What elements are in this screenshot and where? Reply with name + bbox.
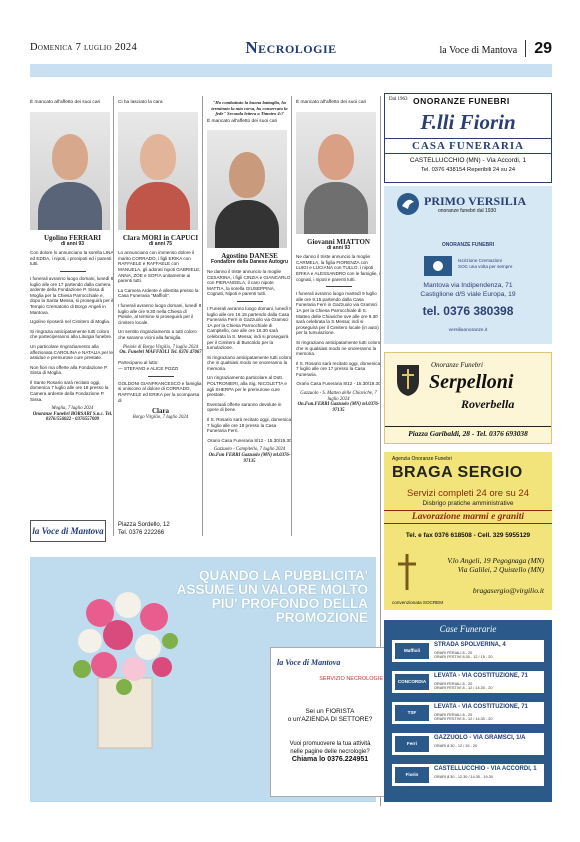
ad-heading: Onoranze Funebri bbox=[431, 361, 483, 369]
column-divider bbox=[291, 96, 292, 536]
obit-text: Partecipano al lutto: bbox=[118, 359, 159, 365]
ad-address-line: V.lo Angeli, 19 Pegognaga (MN) bbox=[447, 556, 544, 565]
obit-text: — STEFANO e ALICE POZZI bbox=[118, 366, 179, 372]
page-header bbox=[30, 38, 552, 60]
obituary-miatton bbox=[296, 100, 381, 413]
promo-card-service: SERVIZIO NECROLOGIE bbox=[319, 676, 383, 682]
promo-banner[interactable] bbox=[30, 557, 383, 802]
funeral-home-logo: Ferri bbox=[395, 736, 429, 752]
ad-phone: tel. 0376 380398 bbox=[422, 304, 514, 318]
obit-place: Gazzuolo - Campitello, 7 luglio 2024 bbox=[213, 447, 286, 453]
ad-primo-versilia[interactable] bbox=[384, 186, 552, 344]
obit-place: Pieiole di Borgo Virgilio, 7 luglio 2024 bbox=[122, 344, 199, 350]
funeral-home-hours bbox=[434, 713, 492, 722]
column-divider bbox=[202, 96, 203, 536]
funeral-home-street: LEVATA - VIA COSTITUZIONE, 71 bbox=[434, 673, 528, 679]
ad-url[interactable]: versiliaonoranze.it bbox=[448, 328, 488, 333]
obit-name: Agostino DANESE bbox=[221, 252, 278, 261]
funeral-home-logo: Fiorin bbox=[395, 767, 429, 783]
ad-phone: Tel. e fax 0376 618508 - Cell. 329 5955129 bbox=[405, 532, 531, 539]
obit-intro: È mancato all'affetto dei suoi cari bbox=[207, 118, 278, 124]
obit-photo bbox=[30, 112, 110, 230]
hours-line: ORARI FESTIVI 8 - 12 / 14.30 - 20 bbox=[434, 686, 493, 691]
ad-address: Piazza Garibaldi, 28 - Tel. 0376 693038 bbox=[385, 426, 551, 438]
ad-heading: Agenzia Onoranze Funebri bbox=[392, 456, 452, 462]
phone-line: Tel. 0376 222266 bbox=[118, 530, 165, 536]
funeral-home-logo: Maffioli bbox=[395, 643, 429, 659]
hours-line: ORARI FERIALI 8 - 20 bbox=[434, 651, 473, 655]
obit-name: Giovanni MIATTON bbox=[307, 237, 370, 246]
obit-name: Clara bbox=[151, 407, 170, 416]
promo-card-logo: la Voce di Mantova bbox=[277, 658, 341, 667]
funeral-home-hours bbox=[434, 682, 492, 691]
obit-quote: "Ho combattuto la buona battaglia, ho terminato la mia corsa, ho conservato la fede" Seconda lettera a Timoteo 4:7 bbox=[211, 100, 288, 117]
obit-intro: Ci ha lasciato la cara bbox=[118, 100, 163, 105]
list-item[interactable] bbox=[392, 640, 544, 662]
hours-line: ORARI 8.30 - 12 / 15 - 20 bbox=[434, 744, 478, 748]
obit-text: Eventuali offerte saranno devolute in opere di bene. bbox=[207, 401, 282, 413]
obituary-mori bbox=[118, 100, 203, 421]
dove-icon bbox=[396, 192, 420, 216]
ad-address: CASTELLUCCHIO (MN) - Via Accordi, 1 bbox=[409, 157, 527, 164]
funeral-home-logo: TSF bbox=[395, 705, 429, 721]
promo-title: QUANDO LA PUBBLICITA' ASSUME UN VALORE MOLTO PIU' PROFONDO DELLA PROMOZIONE bbox=[176, 568, 368, 625]
flower-bouquet-image bbox=[70, 583, 180, 753]
promo-p1: Vuoi promuovere la tua attività bbox=[289, 741, 371, 747]
ad-info-line: SOC una volta per sempre bbox=[458, 263, 513, 269]
office-address bbox=[118, 521, 170, 537]
ad-town: Roverbella bbox=[461, 397, 515, 411]
hours-line: ORARI FESTIVI 8.30 - 12 / 15 - 20 bbox=[434, 655, 493, 660]
ad-address-line: Castiglione d/S viale Europa, 19 bbox=[420, 291, 516, 298]
funeral-home-street: LEVATA - VIA COSTITUZIONE, 71 bbox=[434, 704, 528, 710]
obit-photo bbox=[207, 130, 287, 248]
ad-address-line: Via Galilei, 2 Quistello (MN) bbox=[457, 565, 544, 574]
obit-text: Con dolore lo annunciano la sorella LINA ed EDDA, i nipoti, i pronipoti ed i parenti tutti. bbox=[30, 250, 114, 267]
list-item[interactable] bbox=[392, 733, 544, 755]
column-divider bbox=[113, 96, 114, 536]
obit-age: Fondatore della Danese Autogru bbox=[210, 259, 289, 266]
obit-text: Si ringrazia anticipatamente tutti coloro che parteciperanno alla Liturgia funebre. bbox=[30, 328, 113, 340]
ad-name: BRAGA SERGIO bbox=[392, 464, 523, 481]
hours-line: ORARI 8.30 - 12.30 / 14.30 - 19.30 bbox=[434, 775, 493, 779]
promo-card bbox=[270, 647, 390, 797]
cross-icon bbox=[394, 552, 420, 592]
ad-heading: ONORANZE FUNEBRI bbox=[441, 242, 495, 248]
obit-text: I funerali avranno luogo domani, lunedì 8 luglio alle ore 9.30 nella Chiesa di Pieiole, al termine si proseguirà per il cimitero locale. bbox=[118, 302, 202, 325]
address-line: Piazza Sordello, 12 bbox=[118, 522, 170, 528]
obit-photo bbox=[118, 112, 198, 230]
crest-icon bbox=[395, 363, 421, 397]
ad-heading: Case Funerarie bbox=[439, 624, 497, 634]
obit-age: di anni 75 bbox=[148, 240, 173, 247]
promo-card-question bbox=[271, 708, 389, 724]
obit-text: Orario Casa Funeraria 8/12 - 15.30/19.30 bbox=[207, 437, 292, 443]
obit-place: Borgo Virgilio, 7 luglio 2024 bbox=[132, 415, 189, 421]
ad-service: Servizi completi 24 ore su 24 bbox=[407, 488, 529, 499]
obit-text: I Funerali avranno luogo domani, lunedì 8 luglio alle ore 16.15 partendo dalla Casa Funeraria Ferri in Gazzuolo via Gramsci 1A per la Chiesa Parrocchiale di Campitello, ove alle ore 16.30 sarà celebrata la S. Messa; indi si proseguirà per il Cimitero di Buscoldo per la tumulazione. bbox=[207, 305, 292, 351]
obit-text: Orario Casa Funeraria 8/12 - 15.30/19.30 bbox=[296, 381, 381, 387]
obit-photo bbox=[296, 112, 376, 234]
obit-text: GOLDONI GIANFRANCESCO e famiglia si uniscono al dolore di CORRADO, RAFFAELE ed ERIKA per la scomparsa di bbox=[118, 380, 202, 403]
obit-place: Moglia, 7 luglio 2024 bbox=[51, 406, 94, 412]
funeral-home-street: GAZZUOLO - VIA GRAMSCI, 1/A bbox=[434, 735, 526, 741]
obit-place: Gazzuolo - S. Matteo delle Chiaviche, 7 luglio 2024 bbox=[300, 391, 377, 402]
list-item[interactable] bbox=[392, 702, 544, 724]
obit-name: Clara MORI in CAPUCI bbox=[122, 233, 199, 242]
paper-name: la Voce di Mantova bbox=[439, 45, 518, 56]
page-number: 29 bbox=[525, 40, 552, 57]
ad-info bbox=[458, 258, 512, 269]
obit-text: Ne danno il triste annuncio la moglie CARMELA, la figlia FIORENZA con LUIGI e LUCIANA con TULLO, i nipoti ERIKA e ALESSANDRO con le famiglie, i cognati, i nipoti e parenti tutti. bbox=[296, 254, 380, 282]
obit-text: Un sentito ringraziamento a tutti coloro che saranno vicini alla famiglia. bbox=[118, 329, 197, 340]
funeral-home-logo: CONCORDIA bbox=[395, 674, 429, 690]
header-right bbox=[440, 40, 552, 58]
hours-line: ORARI FERIALI 8 - 20 bbox=[434, 682, 473, 686]
obit-text: Non fiori ma offerte alla Fondazione P. Sissa di Moglia. bbox=[30, 364, 108, 376]
obit-text: Il S. Rosario sarà recitato oggi, domenica 7 luglio alle ore 18 presso la Casa Funeraria Ferri. bbox=[207, 417, 292, 434]
obit-text: Ugolino riposerà nel Cimitero di Moglia. bbox=[30, 319, 111, 325]
obit-intro: È mancato all'affetto dei suoi cari bbox=[30, 100, 101, 105]
obituary-ferrari bbox=[30, 100, 115, 423]
obit-text: Ne danno il triste annuncio la moglie CESARINA, i figli CINZIA e GIANCARLO con PIERANGELA, il caro nipote MATTIA, la sorella GIUSEPPINA, Cognati, Nipoti e parenti tutti. bbox=[207, 268, 291, 297]
obit-text: Un ringraziamento particolare al Dott. POLTRONIERI, alla Sig. NICOLETTA e agli SHERPA per le premurose cure prestate. bbox=[207, 375, 287, 398]
obit-intro: È mancato all'affetto dei suoi cari bbox=[296, 100, 367, 105]
obituary-danese bbox=[207, 100, 292, 464]
promo-q1: Sei un FIORISTA bbox=[305, 708, 355, 715]
socrem-logo-icon bbox=[424, 256, 452, 276]
funeral-home-street: CASTELLUCCHIO - VIA ACCORDI, 1 bbox=[434, 766, 537, 772]
ad-fiorin[interactable] bbox=[384, 93, 552, 183]
ad-name: Serpelloni bbox=[429, 371, 514, 393]
obit-agency: On.Fun.FERRI Gazzuolo (MN) tel.0376-97135 bbox=[297, 402, 380, 413]
hours-line: ORARI FERIALI 8 - 20 bbox=[434, 713, 473, 717]
funeral-home-hours bbox=[434, 744, 477, 748]
obit-name: Ugolino FERRARI bbox=[44, 233, 101, 242]
ad-subtitle: CASA FUNERARIA bbox=[385, 138, 551, 154]
ad-name: PRIMO VERSILIA bbox=[424, 194, 527, 208]
promo-q2: o un'AZIENDA DI SETTORE? bbox=[287, 716, 373, 723]
ad-info-line: Iscrizione Cremazioni bbox=[458, 258, 502, 263]
ad-email[interactable]: bragasergio@virgilio.it bbox=[472, 586, 544, 595]
ad-address bbox=[447, 556, 544, 574]
obit-text: Si ringraziano anticipatamente tutti coloro che in qualsiasi modo ne onoreranno la memoria. bbox=[296, 339, 381, 357]
obit-text: I funerali avranno luogo domani, lunedì 8 luglio alle ore 17 partendo dalla camera ardente della Fondazione P. Sissa di Moglia per la Chiesa Parrocchiale e, dopo la Santa Messa, si proseguirà per il Tempio Crematorio di Borgo Angeli in Mantova. bbox=[30, 275, 114, 315]
obit-agency: Onoranze Funebri BORSARI S.n.c. Tel. 0376/556022 - 0376557009 bbox=[32, 411, 113, 423]
ad-serpelloni[interactable] bbox=[384, 352, 552, 444]
ad-address-line: Mantova via Indipendenza, 71 bbox=[423, 282, 513, 289]
obit-text: Si ringraziano anticipatamente tutti coloro che in qualsiasi modo ne onoreranno la memoria. bbox=[207, 354, 292, 371]
funeral-home-street: STRADA SPOLVERINA, 4 bbox=[434, 642, 506, 648]
ad-address bbox=[384, 281, 552, 299]
obit-text: La Camera Ardente è allestita presso la Casa Funeraria "Maffioli". bbox=[118, 287, 199, 299]
obit-age: di anni 93 bbox=[60, 240, 85, 247]
ad-note: convenzionata SOCREM bbox=[392, 600, 444, 605]
ad-case-funerarie bbox=[384, 620, 552, 802]
ad-subtitle: onoranze funebri dal 1930 bbox=[438, 208, 497, 214]
ad-service: Disbrigo pratiche amministrative bbox=[422, 500, 514, 507]
funeral-home-hours bbox=[434, 775, 493, 779]
header-band bbox=[30, 64, 552, 77]
obit-age: di anni 93 bbox=[326, 244, 351, 251]
obit-agency: On.Fun FERRI Gazzuolo (MN) tel.0376-97135 bbox=[208, 453, 291, 464]
ad-phone: Tel. 0376 438154 Reperibili 24 su 24 bbox=[420, 167, 516, 173]
section-title: Necrologie bbox=[245, 38, 337, 57]
ad-heading: ONORANZE FUNEBRI bbox=[413, 96, 510, 106]
promo-phone: Chiama lo 0376.224951 bbox=[291, 756, 369, 763]
obit-text: Il Santo Rosario sarà recitato oggi, domenica 7 luglio alle ore 18 presso la Camera ardente della Fondazione P. Sissa. bbox=[30, 379, 109, 402]
hours-line: ORARI FESTIVI 8 - 12 / 14.30 - 20 bbox=[434, 717, 493, 722]
obit-text: Un particolare ringraziamento alla affezionata CAROLINA e NATALIA per le assidue e premurose cure prestate. bbox=[30, 343, 113, 361]
promo-card-call bbox=[271, 740, 389, 764]
obit-text: Il S. Rosario sarà recitato oggi, domenica 7 luglio alle ore 17 presso la Casa Funeraria. bbox=[296, 360, 381, 377]
obit-agency: On. Funebri MAFFIOLI Tel. 0376 47067 bbox=[119, 350, 202, 356]
header-date: Domenica 7 luglio 2024 bbox=[30, 42, 138, 53]
voce-logo: la Voce di Mantova bbox=[30, 520, 106, 542]
ad-name: F.lli Fiorin bbox=[420, 110, 516, 134]
list-item[interactable] bbox=[392, 764, 544, 786]
ad-braga-sergio[interactable] bbox=[384, 452, 552, 610]
list-item[interactable] bbox=[392, 671, 544, 693]
ad-year: Dal 1963 bbox=[389, 97, 408, 102]
funeral-home-hours bbox=[434, 651, 492, 660]
obit-text: I funerali avranno luogo martedì 9 luglio alle ore 9.15 partendo dalla Casa Funeraria Ferri in Gazzuolo via Gramsci 1A per la Chiesa Parrocchiale di S. Matteo delle Chiaviche ove alle ore 9.30 sarà celebrata la S.Messa; indi si proseguirà per il Cimitero locale (in auto) per la tumulazione. bbox=[296, 291, 379, 336]
promo-p2: nelle pagine delle necrologie? bbox=[290, 749, 370, 755]
obit-text: Lo annunciano con immenso dolore il marito CORRADO, i figli ERIKA con RAFFAELE e RAFFAELE con MANUELA, gli adorati nipoti GABRIELE, ANNA, ZOE e SOFIA unitamente ai parenti tutti. bbox=[118, 250, 201, 284]
ad-service: Lavorazione marmi e graniti bbox=[384, 510, 552, 524]
